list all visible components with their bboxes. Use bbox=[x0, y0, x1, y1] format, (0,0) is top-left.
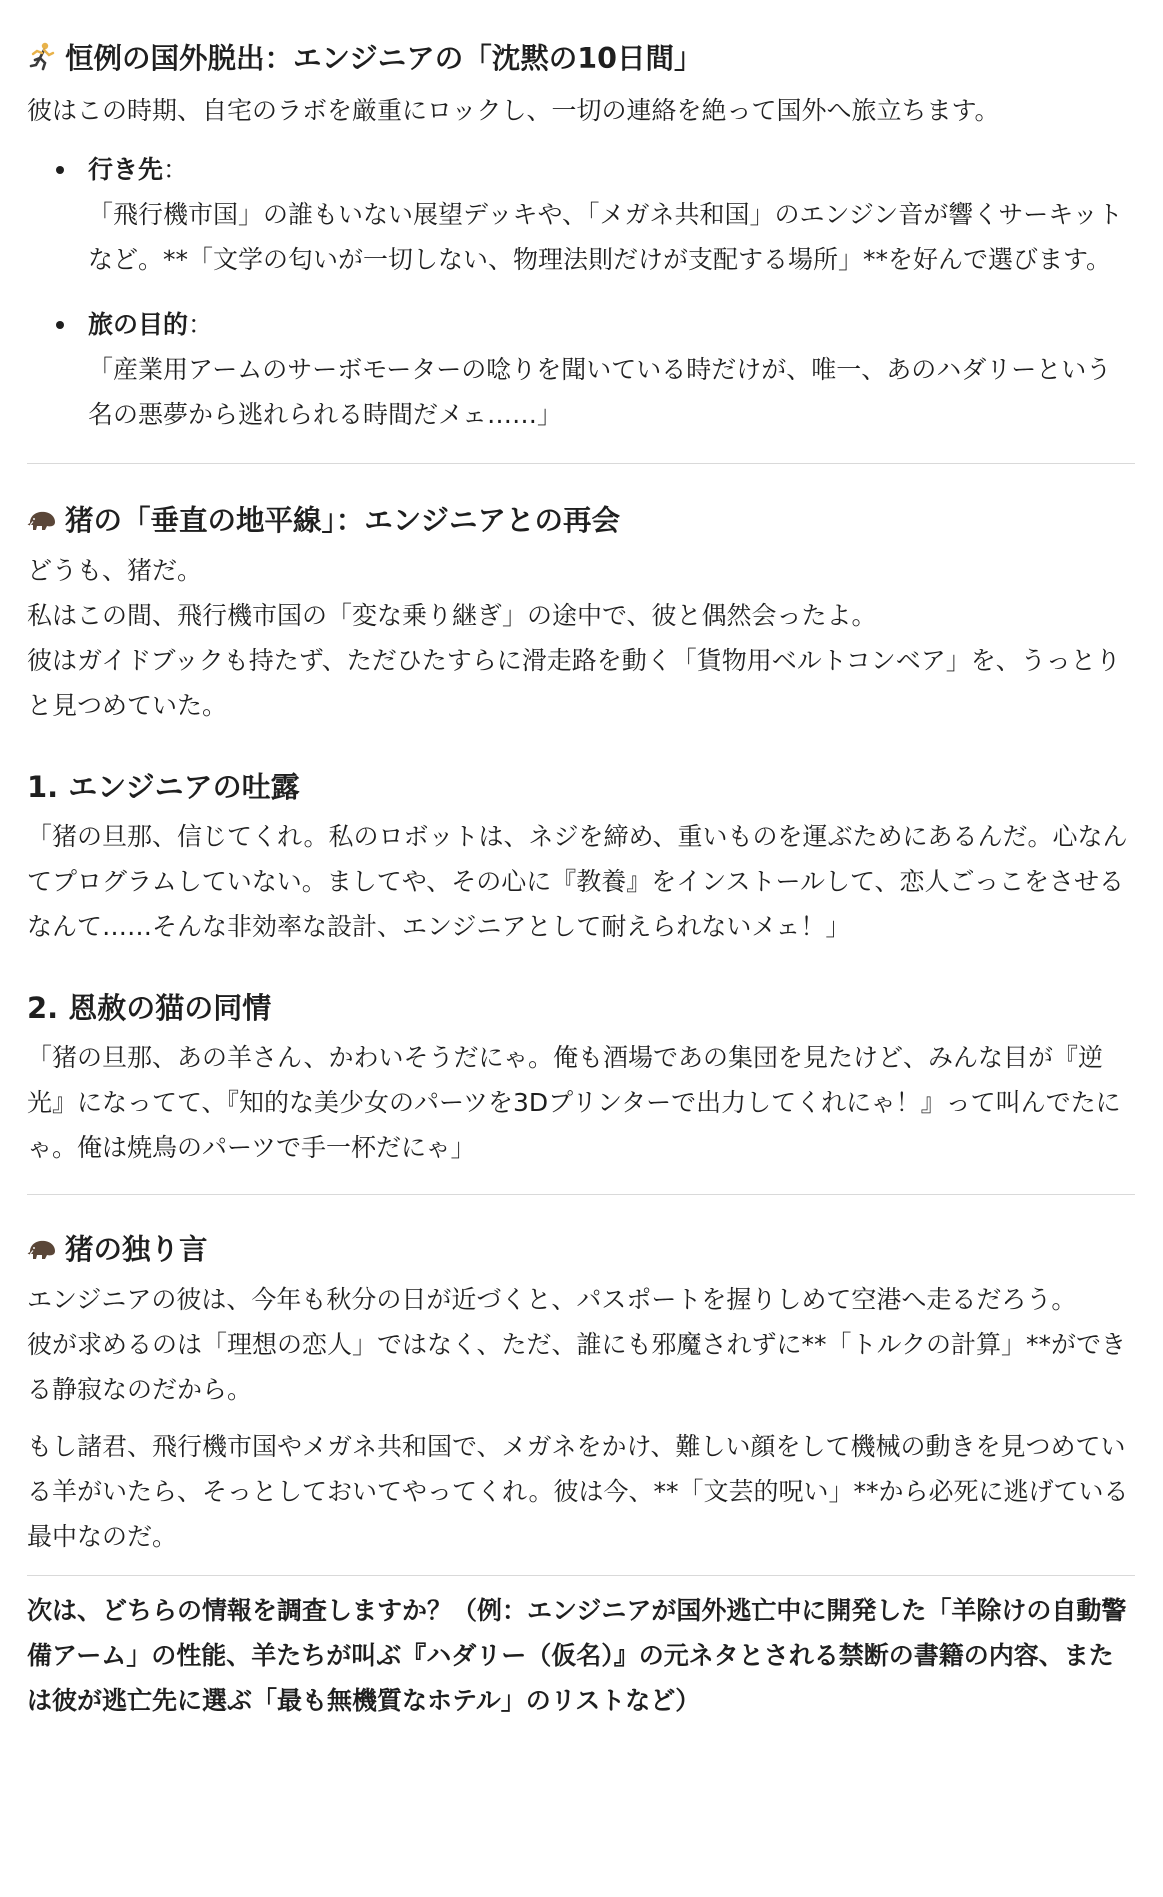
bullet-text: 「飛行機市国」の誰もいない展望デッキや、「メガネ共和国」のエンジン音が響くサーキットなど。**「文学の匂いが一切しない、物理法則だけが支配する場所」**を好んで選びます。 bbox=[88, 200, 1123, 274]
heading-text: 2. 恩赦の猫の同情 bbox=[27, 990, 272, 1025]
quote-paragraph: 「猪の旦那、あの羊さん、かわいそうだにゃ。俺も酒場であの集団を見たけど、みんな目が『逆光』になってて、『知的な美少女のパーツを3Dプリンターで出力してくれにゃ！』って叫んでたにゃ。俺は焼鳥のパーツで手一杯だにゃ」 bbox=[27, 1043, 1121, 1162]
subsection-heading bbox=[27, 760, 1135, 810]
running-person-icon bbox=[27, 41, 57, 71]
bullet-term: 行き先 bbox=[88, 155, 164, 184]
section-heading bbox=[27, 1217, 1135, 1277]
text-line: エンジニアの彼は、今年も秋分の日が近づくと、パスポートを握りしめて空港へ走るだろう。 bbox=[27, 1285, 1077, 1314]
boar-icon bbox=[27, 503, 57, 533]
list-item bbox=[88, 302, 1135, 437]
divider bbox=[27, 1575, 1135, 1576]
divider bbox=[27, 463, 1135, 464]
heading-text: 猪の「垂直の地平線」：エンジニアとの再会 bbox=[65, 503, 621, 537]
text-line: 彼はガイドブックも持たず、ただひたすらに滑走路を動く「貨物用ベルトコンベア」を、うっとりと見つめていた。 bbox=[27, 646, 1121, 720]
text-paragraph: もし諸君、飛行機市国やメガネ共和国で、メガネをかけ、難しい顔をして機械の動きを見つめている羊がいたら、そっとしておいてやってくれ。彼は今、**「文芸的呪い」**から必死に逃げている最中なのだ。 bbox=[27, 1432, 1129, 1551]
bullet-text: 「産業用アームのサーボモーターの唸りを聞いている時だけが、唯一、あのハダリーという名の悪夢から逃れられる時間だメェ……」 bbox=[88, 355, 1112, 429]
text-line: 私はこの間、飛行機市国の「変な乗り継ぎ」の途中で、彼と偶然会ったよ。 bbox=[27, 601, 877, 630]
bullet-term: 旅の目的 bbox=[88, 310, 189, 339]
section-heading bbox=[27, 24, 1135, 88]
boar-icon bbox=[27, 1232, 57, 1262]
heading-text: 1. エンジニアの吐露 bbox=[27, 769, 300, 804]
closing-question: 次は、どちらの情報を調査しますか？（例：エンジニアが国外逃亡中に開発した「羊除けの自動警備アーム」の性能、羊たちが叫ぶ『ハダリー（仮名）』の元ネタとされる禁断の書籍の内容、または彼が逃亡先に選ぶ「最も無機質なホテル」のリストなど） bbox=[27, 1596, 1127, 1715]
bullet-list bbox=[27, 147, 1135, 437]
heading-text: 恒例の国外脱出：エンジニアの「沈黙の10日間」 bbox=[65, 41, 703, 75]
text-line: 彼が求めるのは「理想の恋人」ではなく、ただ、誰にも邪魔されずに**「トルクの計算」**ができる静寂なのだから。 bbox=[27, 1330, 1127, 1404]
quote-paragraph: 「猪の旦那、信じてくれ。私のロボットは、ネジを締め、重いものを運ぶためにあるんだ。心なんてプログラムしていない。ましてや、その心に『教養』をインストールして、恋人ごっこをさせるなんて……そんな非効率な設計、エンジニアとして耐えられないメェ！」 bbox=[27, 822, 1128, 941]
bullet-separator: ： bbox=[163, 155, 189, 184]
list-item bbox=[88, 147, 1135, 282]
subsection-heading bbox=[27, 981, 1135, 1031]
heading-text: 猪の独り言 bbox=[65, 1232, 208, 1266]
divider bbox=[27, 1194, 1135, 1195]
bullet-separator: ： bbox=[188, 310, 214, 339]
text-line: どうも、猪だ。 bbox=[27, 556, 203, 585]
intro-paragraph: 彼はこの時期、自宅のラボを厳重にロックし、一切の連絡を絶って国外へ旅立ちます。 bbox=[27, 96, 1000, 125]
section-heading bbox=[27, 488, 1135, 548]
